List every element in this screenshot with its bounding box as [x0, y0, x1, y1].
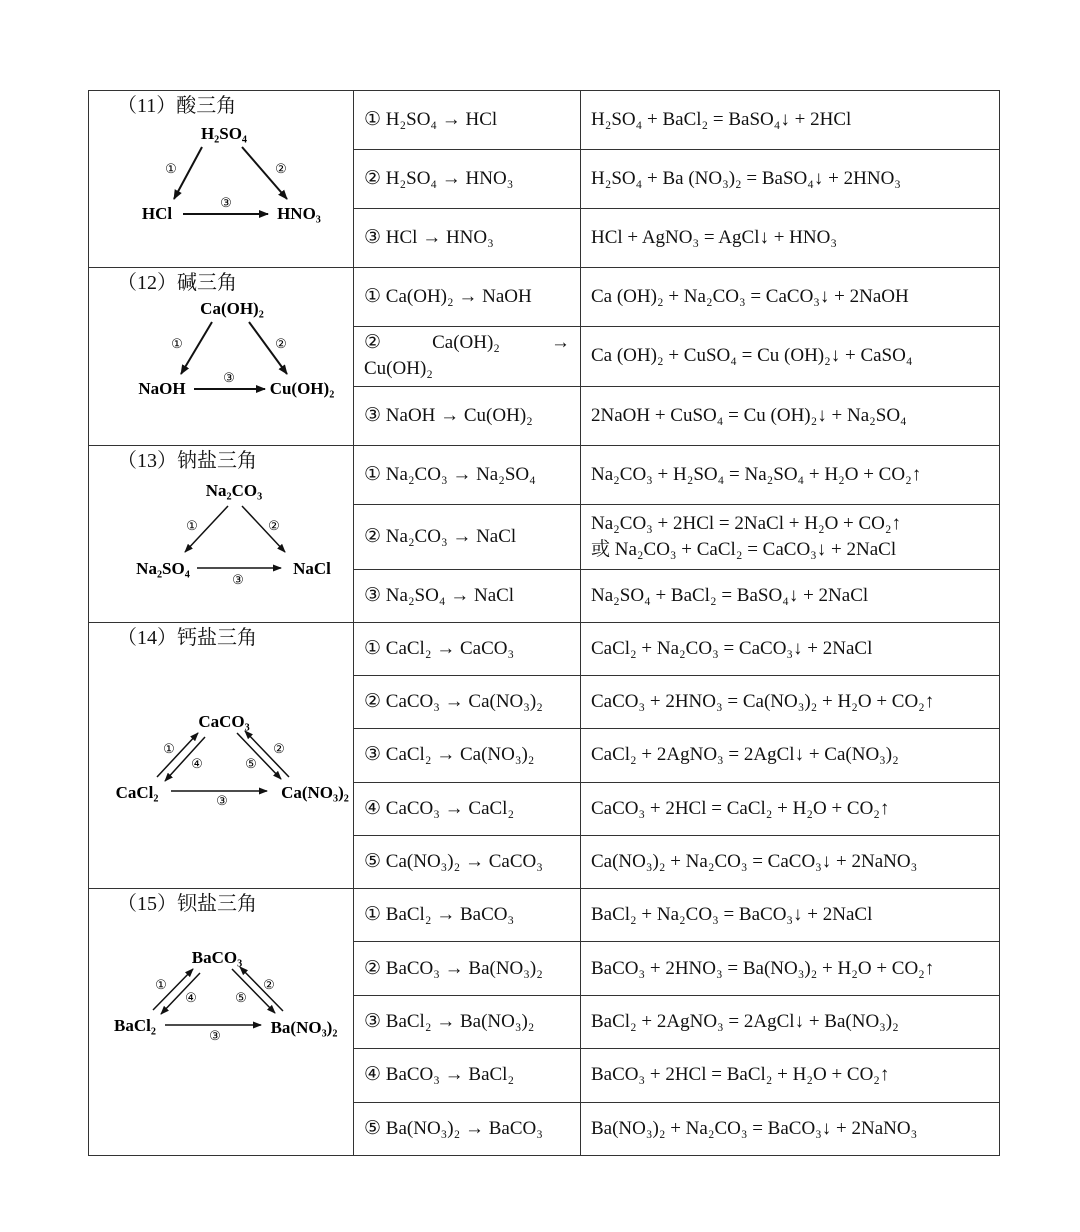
label-1: ①: [163, 741, 175, 756]
equation-cell: [581, 505, 1000, 570]
node-cacl2: CaCl₂: [115, 783, 159, 802]
label-2: ②: [273, 741, 285, 756]
node-cano32: Ca(NO₃)₂: [281, 783, 349, 802]
label-3: ③: [216, 793, 228, 808]
label-2: ②: [268, 518, 280, 533]
conversion-cell: ③ CaCl₂ → Ca(NO₃)₂: [354, 729, 581, 782]
equation-cell: CaCl₂ + Na₂CO₃ = CaCO₃↓ + 2NaCl: [581, 623, 1000, 676]
label-2: ②: [275, 336, 287, 351]
conversion-cell: ② H₂SO₄ → HNO₃: [354, 150, 581, 209]
equation-cell: Ca(NO₃)₂ + Na₂CO₃ = CaCO₃↓ + 2NaNO₃: [581, 835, 1000, 888]
label-1: ①: [186, 518, 198, 533]
node-baco3: BaCO₃: [191, 948, 243, 967]
node-naoh: NaOH: [138, 379, 186, 398]
node-nacl: NaCl: [293, 559, 331, 578]
equation-cell: BaCl₂ + Na₂CO₃ = BaCO₃↓ + 2NaCl: [581, 889, 1000, 942]
table-row: [89, 889, 1000, 942]
node-caco3: CaCO₃: [198, 712, 250, 731]
equation-cell: Ca (OH)₂ + Na₂CO₃ = CaCO₃↓ + 2NaOH: [581, 268, 1000, 327]
base-triangle-diagram: [99, 268, 354, 445]
diagram-cell-calcium: [89, 623, 354, 889]
conversion-cell: ⑤ Ca(NO₃)₂ → CaCO₃: [354, 835, 581, 888]
conv-reactant: Ca(OH)₂: [432, 332, 500, 354]
equation-cell: 2NaOH + CuSO₄ = Cu (OH)₂↓ + Na₂SO₄: [581, 386, 1000, 445]
label-1: ①: [155, 977, 167, 992]
conversion-cell: ① Ca(OH)₂ → NaOH: [354, 268, 581, 327]
equation-cell: Na₂CO₃ + H₂SO₄ = Na₂SO₄ + H₂O + CO₂↑: [581, 446, 1000, 505]
conversion-cell: ④ BaCO₃ → BaCl₂: [354, 1049, 581, 1102]
section-title: （13）钠盐三角: [117, 450, 257, 472]
table-row: [89, 446, 1000, 505]
diagram-cell-base: [89, 268, 354, 446]
node-cuoh2: Cu(OH)₂: [269, 379, 335, 398]
node-hcl: HCl: [141, 204, 173, 223]
diagram-cell-sodium: [89, 446, 354, 623]
conversion-cell: ④ CaCO₃ → CaCl₂: [354, 782, 581, 835]
label-4: ④: [185, 990, 197, 1005]
equation-cell: CaCO₃ + 2HCl = CaCl₂ + H₂O + CO₂↑: [581, 782, 1000, 835]
equation-cell: BaCO₃ + 2HNO₃ = Ba(NO₃)₂ + H₂O + CO₂↑: [581, 942, 1000, 995]
conversion-cell: ② BaCO₃ → Ba(NO₃)₂: [354, 942, 581, 995]
conversion-cell: ③ BaCl₂ → Ba(NO₃)₂: [354, 995, 581, 1048]
label-4: ④: [191, 756, 203, 771]
label-3: ③: [220, 195, 232, 210]
label-3: ③: [232, 572, 244, 587]
equation-cell: Na₂SO₄ + BaCl₂ = BaSO₄↓ + 2NaCl: [581, 570, 1000, 623]
conversion-cell: ① BaCl₂ → BaCO₃: [354, 889, 581, 942]
conversion-cell: ⑤ Ba(NO₃)₂ → BaCO₃: [354, 1102, 581, 1155]
equation-cell: H₂SO₄ + BaCl₂ = BaSO₄↓ + 2HCl: [581, 91, 1000, 150]
conversion-cell: ① Na₂CO₃ → Na₂SO₄: [354, 446, 581, 505]
equation-cell: BaCl₂ + 2AgNO₃ = 2AgCl↓ + Ba(NO₃)₂: [581, 995, 1000, 1048]
conversion-cell: ② CaCO₃ → Ca(NO₃)₂: [354, 676, 581, 729]
table-row: [89, 268, 1000, 327]
conversion-cell: ① CaCl₂ → CaCO₃: [354, 623, 581, 676]
node-na2so4: Na₂SO₄: [136, 559, 190, 578]
calcium-triangle-diagram: [99, 623, 354, 888]
label-1: ①: [165, 161, 177, 176]
label-2: ②: [275, 161, 287, 176]
sodium-triangle-diagram: [99, 446, 354, 622]
node-caoh2: Ca(OH)₂: [200, 299, 264, 318]
section-title: （12）碱三角: [117, 272, 237, 294]
barium-triangle-diagram: [99, 889, 354, 1155]
equation-cell: H₂SO₄ + Ba (NO₃)₂ = BaSO₄↓ + 2HNO₃: [581, 150, 1000, 209]
arrow-2: [237, 733, 281, 779]
conversion-cell: ③ HCl → HNO₃: [354, 209, 581, 268]
node-bacl2: BaCl₂: [114, 1016, 156, 1035]
conversion-cell: ③ NaOH → Cu(OH)₂: [354, 386, 581, 445]
conversion-cell: [354, 327, 581, 386]
equation-line: Na₂CO₃ + 2HCl = 2NaCl + H₂O + CO₂↑: [591, 513, 902, 534]
equation-cell: BaCO₃ + 2HCl = BaCl₂ + H₂O + CO₂↑: [581, 1049, 1000, 1102]
node-na2co3: Na₂CO₃: [205, 481, 263, 500]
conversion-cell: ① H₂SO₄ → HCl: [354, 91, 581, 150]
equation-cell: HCl + AgNO₃ = AgCl↓ + HNO₃: [581, 209, 1000, 268]
arrow-1: [181, 322, 212, 374]
label-5: ⑤: [245, 756, 257, 771]
conv-product: Cu(OH)₂: [364, 358, 433, 380]
label-1: ①: [171, 336, 183, 351]
table-row: [89, 91, 1000, 150]
equation-cell: CaCl₂ + 2AgNO₃ = 2AgCl↓ + Ca(NO₃)₂: [581, 729, 1000, 782]
acid-triangle-diagram: [99, 91, 354, 267]
equation-cell: Ca (OH)₂ + CuSO₄ = Cu (OH)₂↓ + CaSO₄: [581, 327, 1000, 386]
diagram-cell-acid: [89, 91, 354, 268]
section-title: （11）酸三角: [117, 95, 237, 117]
section-title: （15）钡盐三角: [117, 893, 257, 915]
arrow-1: [174, 147, 202, 199]
diagram-cell-barium: [89, 889, 354, 1156]
conversion-cell: ② Na₂CO₃ → NaCl: [354, 505, 581, 570]
equation-cell: Ba(NO₃)₂ + Na₂CO₃ = BaCO₃↓ + 2NaNO₃: [581, 1102, 1000, 1155]
node-bano32: Ba(NO₃)₂: [270, 1018, 338, 1037]
node-hno3: HNO₃: [277, 204, 321, 223]
section-title: （14）钙盐三角: [117, 627, 257, 649]
label-5: ⑤: [235, 990, 247, 1005]
table-row: [89, 623, 1000, 676]
reaction-table: [88, 90, 1000, 1156]
equation-cell: CaCO₃ + 2HNO₃ = Ca(NO₃)₂ + H₂O + CO₂↑: [581, 676, 1000, 729]
conv-arrow: →: [551, 332, 570, 354]
label-3: ③: [223, 370, 235, 385]
equation-alt-line: 或 Na₂CO₃ + CaCl₂ = CaCO₃↓ + 2NaCl: [591, 539, 897, 560]
node-h2so4: H₂SO₄: [200, 124, 248, 143]
label-2: ②: [263, 977, 275, 992]
label-3: ③: [209, 1028, 221, 1043]
conversion-cell: ③ Na₂SO₄ → NaCl: [354, 570, 581, 623]
conv-number: ②: [364, 332, 382, 354]
